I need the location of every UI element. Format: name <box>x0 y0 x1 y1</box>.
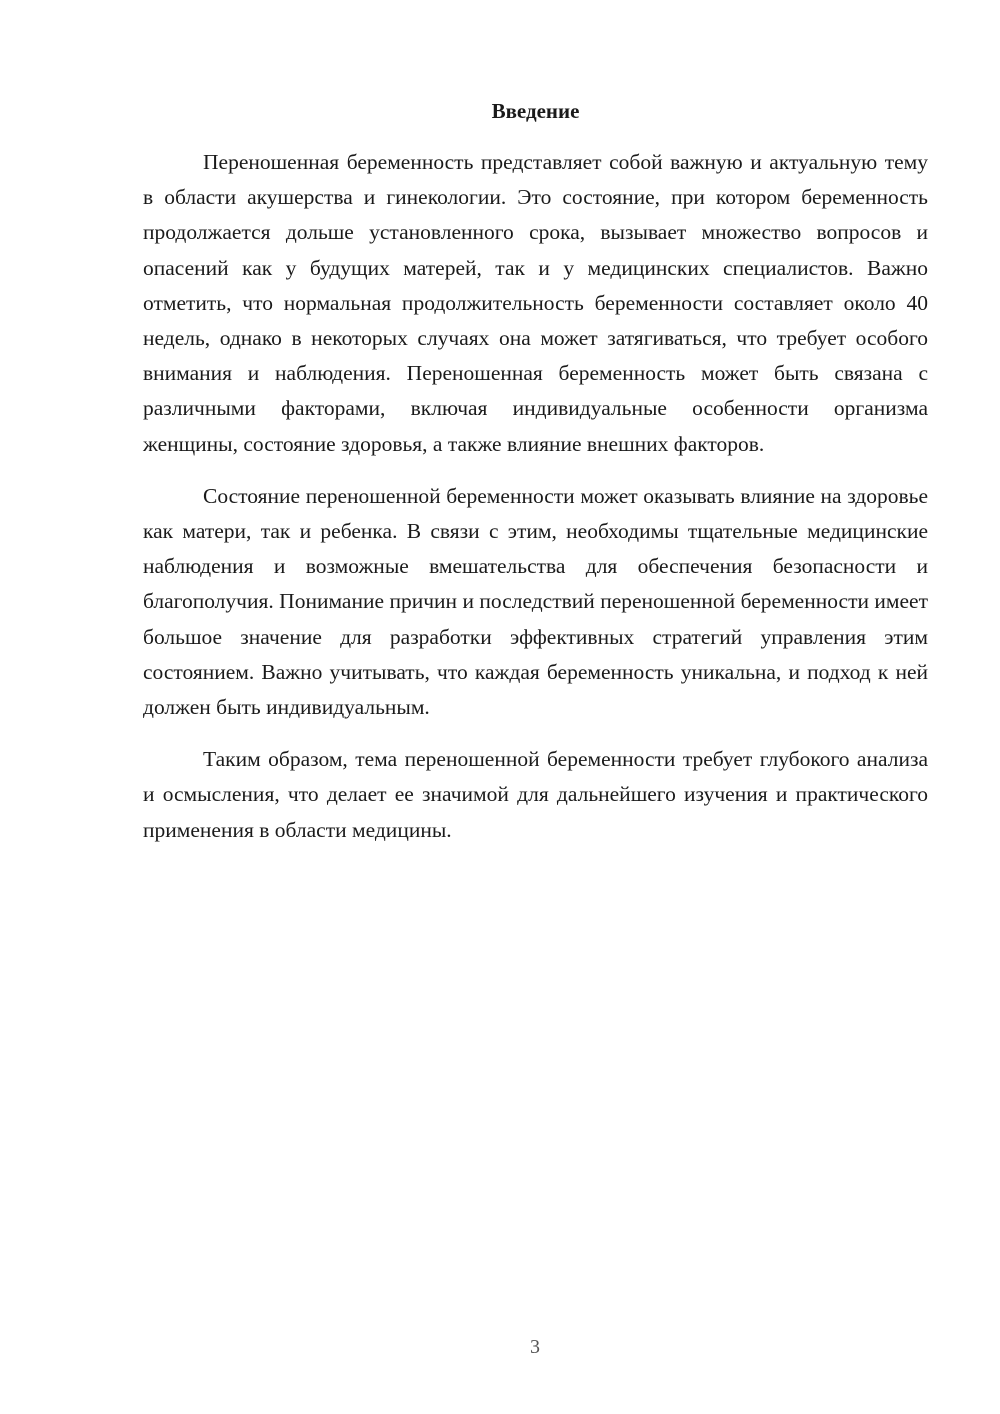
paragraph-1: Переношенная беременность представляет собой важную и актуальную тему в области акушерства и гинекологии. Это состояние, при котором беременность продолжается дольше установленного срока, вызывает множество вопросов и опасений как у будущих матерей, так и у медицинских специалистов. Важно отметить, что нормальная продолжительность беременности составляет около 40 недель, однако в некоторых случаях она может затягиваться, что требует особого внимания и наблюдения. Переношенная беременность может быть связана с различными факторами, включая индивидуальные особенности организма женщины, состояние здоровья, а также влияние внешних факторов. <box>143 150 928 456</box>
paragraph-3: Таким образом, тема переношенной беременности требует глубокого анализа и осмысления, что делает ее значимой для дальнейшего изучения и практического применения в области медицины. <box>143 747 928 842</box>
body-text <box>143 145 928 865</box>
page-number: 3 <box>530 1336 540 1358</box>
section-heading: Введение <box>491 99 580 123</box>
paragraph-2: Состояние переношенной беременности может оказывать влияние на здоровье как матери, так и ребенка. В связи с этим, необходимы тщательные медицинские наблюдения и возможные вмешательства для обеспечения безопасности и благополучия. Понимание причин и последствий переношенной беременности имеет большое значение для разработки эффективных стратегий управления этим состоянием. Важно учитывать, что каждая беременность уникальна, и подход к ней должен быть индивидуальным. <box>143 483 928 720</box>
